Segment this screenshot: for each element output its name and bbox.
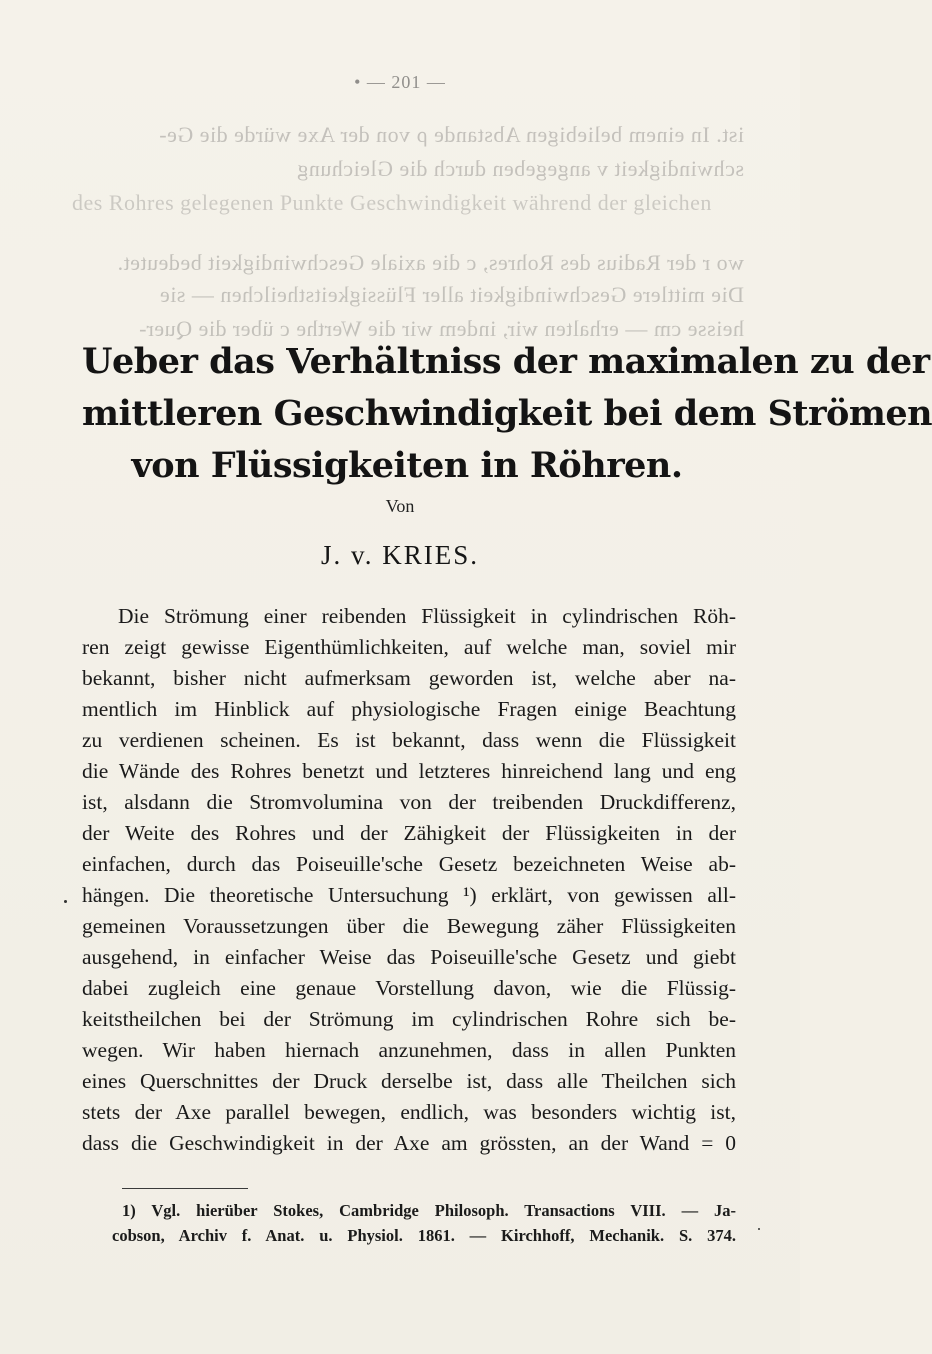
body-line: keitstheilchen bei der Strömung im cylindrischen Rohre sich be- xyxy=(82,1007,736,1031)
body-line: dass die Geschwindigkeit in der Axe am grössten, an der Wand = 0 xyxy=(82,1131,736,1155)
title-line: Ueber das Verhältniss der maximalen zu der xyxy=(82,341,930,382)
body-line: ausgehend, in einfacher Weise das Poiseuille'sche Gesetz und giebt xyxy=(82,945,736,969)
body-line: ren zeigt gewisse Eigenthümlichkeiten, auf welche man, soviel mir xyxy=(82,635,736,659)
body-line: der Weite des Rohres und der Zähigkeit der Flüssigkeiten in der xyxy=(82,821,736,845)
title-line: mittleren Geschwindigkeit bei dem Strömen xyxy=(82,393,932,434)
author-name: J. v. KRIES. xyxy=(320,540,479,570)
print-speck xyxy=(758,1228,760,1230)
body-line: wegen. Wir haben hiernach anzunehmen, dass in allen Punkten xyxy=(82,1038,736,1062)
print-speck xyxy=(64,900,67,903)
body-line: zu verdienen scheinen. Es ist bekannt, dass wenn die Flüssigkeit xyxy=(82,728,736,752)
body-line: dabei zugleich eine genaue Vorstellung davon, wie die Flüssig- xyxy=(82,976,736,1000)
footnote-divider xyxy=(122,1188,248,1189)
page-number: • — 201 — xyxy=(354,72,446,92)
footnote-line: 1) Vgl. hierüber Stokes, Cambridge Philosoph. Transactions VIII. — Ja- xyxy=(122,1201,736,1220)
body-line: eines Querschnittes der Druck derselbe ist, dass alle Theilchen sich xyxy=(82,1069,736,1093)
page-number-value: 201 xyxy=(391,72,422,92)
body-line: die Wände des Rohres benetzt und letzteres hinreichend lang und eng xyxy=(82,759,736,783)
body-line: einfachen, durch das Poiseuille'sche Gesetz bezeichneten Weise ab- xyxy=(82,852,736,876)
body-paragraph xyxy=(82,601,736,1159)
bleed-through-text: ist. In einem beliebigen Abstande ρ von der Axe würde die Ge- schwindigkeit v angegeben durch die Gleichung des Rohres gelegenen Punkte Geschwindigkeit während der gleichen wo r der Radius des Rohres, c die axiale Geschwindigkeit bedeutet. Die mittlere Geschwindigkeit aller Flüssigkeitstheilchen — sie heisse cm — erhalten wir, indem wir die Werthe c über die Quer- xyxy=(72,122,744,341)
body-line: ist, alsdann die Stromvolumina von der treibenden Druckdifferenz, xyxy=(82,790,736,814)
byline: Von xyxy=(385,496,415,516)
article-title xyxy=(82,336,932,492)
body-line: bekannt, bisher nicht aufmerksam geworden ist, welche aber na- xyxy=(82,666,736,690)
footnote xyxy=(112,1198,736,1248)
body-line: Die Strömung einer reibenden Flüssigkeit in cylindrischen Röh- xyxy=(118,604,736,628)
body-line: stets der Axe parallel bewegen, endlich, was besonders wichtig ist, xyxy=(82,1100,736,1124)
body-line: mentlich im Hinblick auf physiologische Fragen einige Beachtung xyxy=(82,697,736,721)
body-line: hängen. Die theoretische Untersuchung ¹) erklärt, von gewissen all- xyxy=(82,883,736,907)
footnote-line: cobson, Archiv f. Anat. u. Physiol. 1861. — Kirchhoff, Mechanik. S. 374. xyxy=(112,1226,736,1245)
body-line: gemeinen Voraussetzungen über die Bewegung zäher Flüssigkeiten xyxy=(82,914,736,938)
title-line: von Flüssigkeiten in Röhren. xyxy=(131,445,683,486)
